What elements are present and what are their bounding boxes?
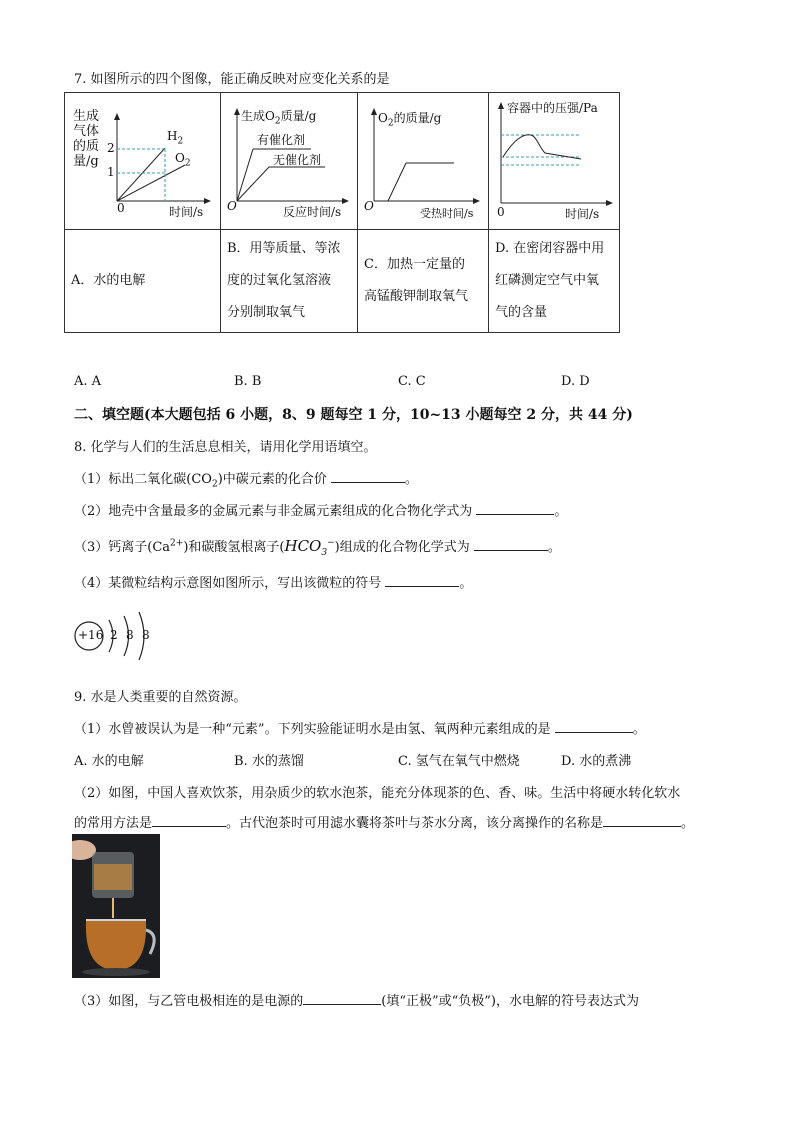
q8-blank-1[interactable]	[331, 470, 405, 483]
graph-b-origin: O	[227, 199, 237, 213]
q8-part-3: （3）钙离子$(Ca^{2+})$和碳酸氢根离子$(HCO_3^-)$组成的化合物化学式为 。	[74, 537, 561, 558]
graph-a-origin: 0	[117, 201, 125, 215]
atom-shell-3: 8	[142, 628, 150, 642]
q7-choice-c[interactable]: C. C	[398, 374, 426, 389]
graph-a-tick-1: 1	[107, 165, 115, 179]
graph-c-ylabel: $O_2$的质量/g	[378, 111, 442, 129]
graph-d-cell	[489, 93, 620, 230]
tea-brewing-photo	[72, 834, 160, 978]
q9-choice-b[interactable]: B. 水的蒸馏	[234, 754, 304, 769]
option-c-cell	[358, 230, 489, 333]
q7-choice-b[interactable]: B. B	[234, 374, 262, 389]
option-b-line-3: 分别制取氧气	[227, 305, 306, 320]
q7-choice-d[interactable]: D. D	[561, 374, 590, 389]
atom-nucleus-charge: +16	[78, 628, 104, 642]
option-d-line-2: 红磷测定空气中氧	[495, 273, 600, 288]
q9-part-2-line-1: （2）如图，中国人喜欢饮茶，用杂质少的软水泡茶，能充分体现茶的色、香、味。生活中将硬水转化软水	[74, 786, 681, 801]
graph-a	[65, 93, 220, 229]
q8-part-4: （4）某微粒结构示意图如图所示，写出该微粒的符号 。	[74, 576, 473, 591]
option-a-cell	[65, 230, 221, 333]
graph-b-xlabel: 反应时间/s	[283, 205, 342, 219]
graph-a-cell	[65, 93, 221, 230]
atom-structure-diagram	[72, 604, 172, 668]
q9-blank-2[interactable]	[152, 814, 226, 827]
graph-c	[358, 93, 488, 229]
graph-a-tick-2: 2	[107, 141, 115, 155]
option-a-line-1: A．水的电解	[71, 273, 146, 288]
tea-photo-svg	[72, 834, 160, 978]
graph-a-ylabel-4: 量/g	[73, 154, 99, 169]
atom-shell-1: 2	[110, 628, 118, 642]
option-c-line-1: C．加热一定量的	[364, 257, 465, 272]
q8-part-1: （1）标出二氧化碳$(CO_2)$中碳元素的化合价 。	[74, 472, 418, 490]
q9-part-2-line-2: 的常用方法是 。古代泡茶时可用滤水囊将茶叶与茶水分离，该分离操作的名称是 。	[74, 816, 695, 831]
q9-blank-3[interactable]	[603, 814, 681, 827]
q9-blank-4[interactable]	[303, 992, 381, 1005]
graph-d-origin: 0	[497, 205, 505, 219]
option-b-line-1: B．用等质量、等浓	[227, 241, 341, 256]
q8-stem: 8. 化学与人们的生活息息相关，请用化学用语填空。	[74, 440, 377, 455]
q9-choice-d[interactable]: D. 水的煮沸	[561, 754, 632, 769]
q9-part-1: （1）水曾被误认为是一种“元素”。下列实验能证明水是由氢、氧两种元素组成的是 。	[74, 722, 646, 737]
graph-d	[489, 93, 619, 229]
section-2-title: 二、填空题(本大题包括 6 小题，8、9 题每空 1 分，10~13 小题每空 2 分，共 44 分)	[74, 407, 633, 423]
graph-b-curve-label-catalyst: 有催化剂	[257, 133, 306, 147]
option-d-line-3: 气的含量	[495, 305, 548, 320]
graph-b-curve-label-no-catalyst: 无催化剂	[273, 153, 322, 167]
graph-a-ylabel-2: 气体	[73, 124, 100, 139]
q7-choice-a[interactable]: A. A	[74, 374, 102, 389]
option-c-line-2: 高锰酸钾制取氧气	[364, 289, 469, 304]
q7-table	[64, 92, 620, 333]
option-b-line-2: 度的过氧化氢溶液	[227, 273, 332, 288]
q8-blank-4[interactable]	[385, 574, 459, 587]
graph-c-origin: O	[364, 199, 374, 213]
atom-shell-2: 8	[126, 628, 134, 642]
graph-b	[221, 93, 357, 229]
q9-blank-1[interactable]	[555, 720, 633, 733]
q9-stem: 9. 水是人类重要的自然资源。	[74, 690, 247, 705]
graph-a-ylabel-3: 的质	[73, 139, 100, 154]
q8-blank-3[interactable]	[474, 538, 548, 551]
graph-c-xlabel: 受热时间/s	[420, 207, 474, 220]
graph-a-xlabel: 时间/s	[169, 205, 204, 219]
option-d-line-1: D. 在密闭容器中用	[495, 241, 605, 256]
graph-c-cell	[358, 93, 489, 230]
graph-b-cell	[221, 93, 358, 230]
option-d-cell	[489, 230, 620, 333]
q9-choice-a[interactable]: A. 水的电解	[74, 754, 144, 769]
q9-part-3: （3）如图，与乙管电极相连的是电源的 (填“正极”或“负极”)，水电解的符号表达式为	[74, 994, 640, 1009]
graph-a-ylabel-1: 生成	[73, 109, 100, 124]
graph-a-o2-label: $O_2$	[175, 151, 191, 169]
q9-choice-c[interactable]: C. 氢气在氧气中燃烧	[398, 754, 520, 769]
graph-d-ylabel: 容器中的压强/Pa	[507, 101, 598, 115]
q8-blank-2[interactable]	[476, 502, 554, 515]
q8-part-2: （2）地壳中含量最多的金属元素与非金属元素组成的化合物化学式为 。	[74, 504, 568, 519]
option-b-cell	[221, 230, 358, 333]
q7-stem: 7. 如图所示的四个图像，能正确反映对应变化关系的是	[74, 72, 390, 87]
graph-b-ylabel: 生成$O_2$质量/g	[241, 109, 317, 127]
graph-a-h2-label: $H_2$	[167, 129, 184, 147]
graph-d-xlabel: 时间/s	[565, 207, 600, 221]
